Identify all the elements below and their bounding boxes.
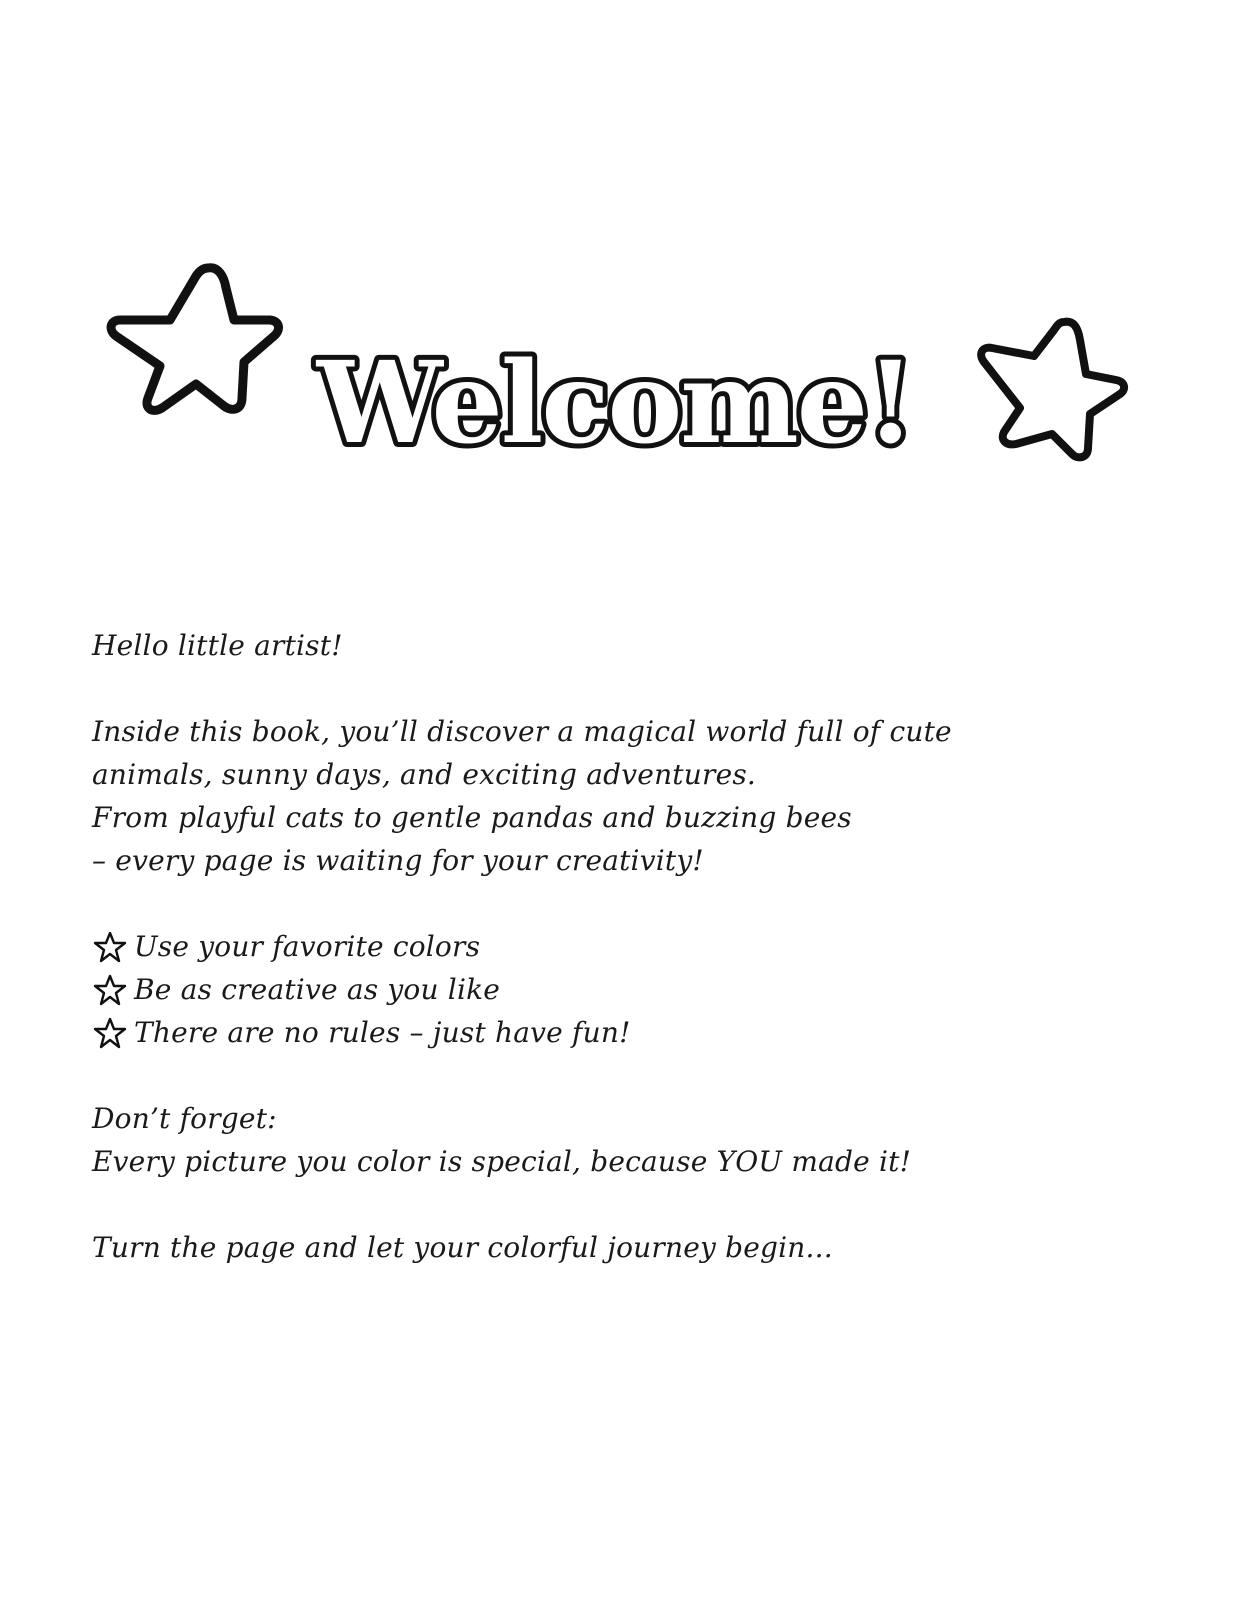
tip-item xyxy=(92,925,1152,968)
intro-line: From playful cats to gentle pandas and buzzing bees xyxy=(92,801,852,834)
tip-text: Be as creative as you like xyxy=(134,973,501,1006)
star-outline-icon xyxy=(972,314,1132,464)
tip-text: Use your favorite colors xyxy=(134,930,481,963)
reminder-heading: Don’t forget: xyxy=(92,1102,277,1135)
star-outline-icon xyxy=(92,930,128,964)
star-outline-icon xyxy=(100,258,284,420)
title-text: Welcome! xyxy=(316,338,914,469)
tip-item xyxy=(92,968,1152,1011)
intro-line: Inside this book, you’ll discover a magical world full of cute xyxy=(92,715,952,748)
welcome-message xyxy=(92,624,1152,1269)
page-title xyxy=(290,338,940,472)
tip-text: There are no rules – just have fun! xyxy=(134,1016,631,1049)
intro-line: animals, sunny days, and exciting adventures. xyxy=(92,758,757,791)
star-outline-icon xyxy=(92,973,128,1007)
reminder-text: Every picture you color is special, because YOU made it! xyxy=(92,1145,912,1178)
greeting: Hello little artist! xyxy=(92,629,343,662)
tip-item xyxy=(92,1011,1152,1054)
intro-line: – every page is waiting for your creativity! xyxy=(92,844,704,877)
star-outline-icon xyxy=(92,1016,128,1050)
closing-line: Turn the page and let your colorful journey begin... xyxy=(92,1231,833,1264)
